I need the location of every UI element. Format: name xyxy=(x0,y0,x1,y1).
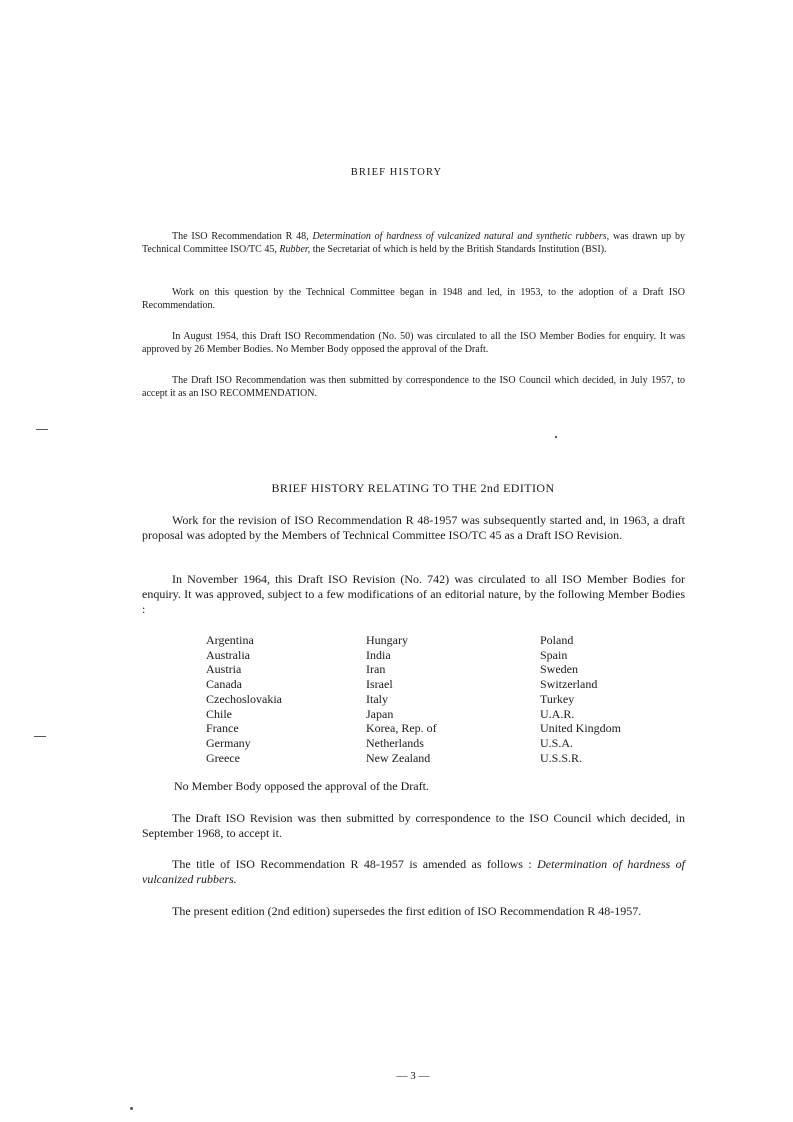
member-body: U.S.A. xyxy=(540,735,574,750)
history-paragraph-1 xyxy=(142,231,685,256)
page-number: — 3 — xyxy=(396,1070,430,1082)
second-paragraph-6: The present edition (2nd edition) supersedes the first edition of ISO Recommendation R 48-1957. xyxy=(172,904,642,918)
member-body: United Kingdom xyxy=(540,721,621,736)
second-p5-new-title: Determination of hardness of vulcanized rubbers. xyxy=(142,857,685,886)
second-paragraph-2: In November 1964, this Draft ISO Revision (No. 742) was circulated to all ISO Member Bodies for enquiry. It was approved, subject to a few modifications of an editorial nature, by the following Member Bodies : xyxy=(142,572,685,616)
scan-mark xyxy=(130,1107,133,1110)
history-p1-standard-title: Determination of hardness of vulcanized natural and synthetic rubbers, xyxy=(312,231,610,242)
history-p1-text-c: the Secretariat of which is held by the British Standards Institution (BSI). xyxy=(310,243,607,255)
member-body: Canada xyxy=(206,677,242,692)
second-paragraph-3: No Member Body opposed the approval of the Draft. xyxy=(174,779,429,793)
second-p5-text: The title of ISO Recommendation R 48-1957 is amended as follows : xyxy=(172,857,538,871)
member-body: Germany xyxy=(206,735,251,750)
member-bodies-column-2 xyxy=(366,633,526,765)
member-body: Netherlands xyxy=(366,735,424,750)
scan-mark xyxy=(555,436,557,438)
history-paragraph-4: The Draft ISO Recommendation was then submitted by correspondence to the ISO Council which decided, in July 1957, to accept it as an ISO RECOMMENDATION. xyxy=(142,375,685,399)
scan-mark xyxy=(34,736,46,737)
section-title-second-edition: BRIEF HISTORY RELATING TO THE 2nd EDITION xyxy=(271,481,555,495)
member-body: Czechoslovakia xyxy=(206,691,282,706)
member-body: Switzerland xyxy=(540,677,598,692)
scan-mark xyxy=(36,429,48,430)
member-body: Argentina xyxy=(206,633,254,647)
second-paragraph-1: Work for the revision of ISO Recommendation R 48-1957 was subsequently started and, in 1963, a draft proposal was adopted by the Members of Technical Committee ISO/TC 45 as a Draft ISO Revision. xyxy=(142,513,685,542)
member-body: U.A.R. xyxy=(540,706,575,721)
member-body: U.S.S.R. xyxy=(540,750,583,765)
member-body: Poland xyxy=(540,633,574,647)
member-body: Italy xyxy=(366,691,388,706)
member-body: Hungary xyxy=(366,633,408,647)
member-body: Australia xyxy=(206,647,250,662)
member-body: Israel xyxy=(366,677,393,692)
second-paragraph-4: The Draft ISO Revision was then submitted by correspondence to the ISO Council which decided, in September 1968, to accept it. xyxy=(142,811,685,840)
history-p1-text-a: The ISO Recommendation R 48, xyxy=(172,231,313,242)
member-body: Turkey xyxy=(540,691,575,706)
member-bodies-column-1 xyxy=(206,633,356,765)
member-body: Austria xyxy=(206,662,242,677)
history-paragraph-2: Work on this question by the Technical Committee began in 1948 and led, in 1953, to the adoption of a Draft ISO Recommendation. xyxy=(142,287,685,311)
history-p1-text-b: was drawn up by Technical Committee ISO/TC 45, xyxy=(142,231,685,255)
member-body: Japan xyxy=(366,706,394,721)
section-title-brief-history: BRIEF HISTORY xyxy=(350,167,443,178)
member-body: Iran xyxy=(366,662,386,677)
member-body: Spain xyxy=(540,647,568,662)
member-body: New Zealand xyxy=(366,750,431,765)
member-body: India xyxy=(366,647,391,662)
history-p1-rubber: Rubber, xyxy=(279,243,311,255)
member-body: France xyxy=(206,721,239,736)
member-body: Sweden xyxy=(540,662,578,677)
history-paragraph-3: In August 1954, this Draft ISO Recommendation (No. 50) was circulated to all the ISO Member Bodies for enquiry. It was approved by 26 Member Bodies. No Member Body opposed the approval of the Draft. xyxy=(142,331,685,355)
member-body: Korea, Rep. of xyxy=(366,721,437,736)
member-body: Greece xyxy=(206,750,240,765)
member-body: Chile xyxy=(206,706,232,721)
member-bodies-column-3 xyxy=(540,633,690,765)
second-paragraph-5 xyxy=(142,857,685,887)
